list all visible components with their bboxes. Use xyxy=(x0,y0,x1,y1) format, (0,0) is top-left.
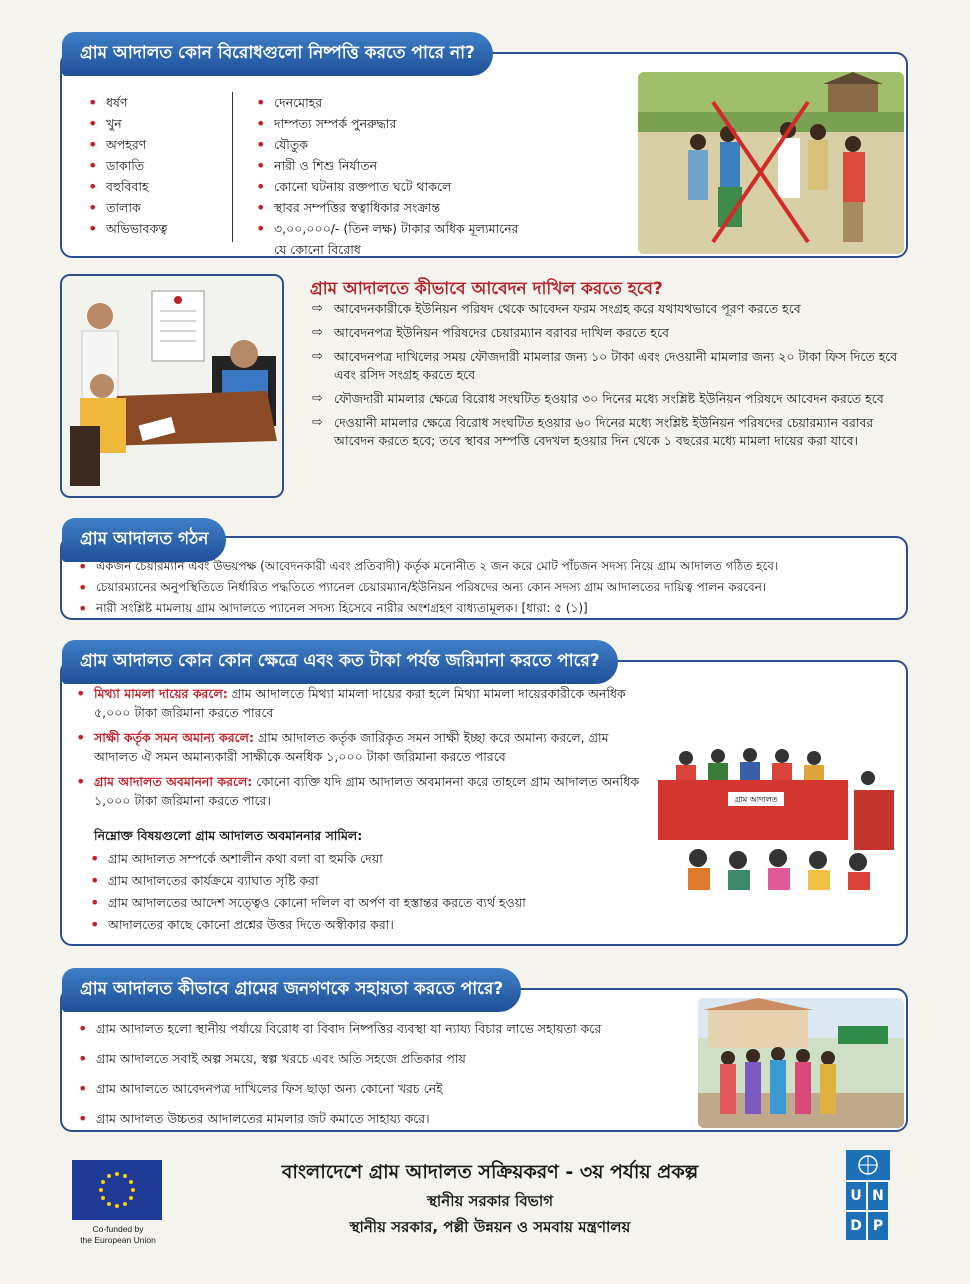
left-list xyxy=(84,92,224,239)
fine-item: • মিথ্যা মামলা দায়ের করলে: গ্রাম আদালতে মিথ্যা মামলা দায়ের করা হলে মিথ্যা মামলা দায়েরকারীকে অনধিক ৫,০০০ টাকা জরিমানা করতে পারবে xyxy=(72,684,652,722)
list-item: • চেয়ারম্যানের অনুপস্থিতিতে নির্ধারিত পদ্ধতিতে প্যানেল চেয়ারম্যান/ইউনিয়ন পরিষদের অন্য কোন সদস্য গ্রাম আদালতের দায়িত্ব পালন করবেন। xyxy=(74,577,900,598)
section-title: গ্রাম আদালত কীভাবে গ্রামের জনগণকে সহায়তা করতে পারে? xyxy=(62,968,521,1012)
list-item: • খুন xyxy=(84,113,224,134)
section-fines xyxy=(60,651,908,946)
fine-item: • গ্রাম আদালত অবমাননা করলে: কোনো ব্যক্তি যদি গ্রাম আদালত অবমাননা করে তাহলে গ্রাম আদালত অনধিক ১,০০০ টাকা জরিমানা করতে পারে। xyxy=(72,772,652,810)
help-list xyxy=(74,1014,694,1134)
arrow-icon: ⇨ xyxy=(312,325,323,340)
list-item: • স্থাবর সম্পত্তির স্বত্বাধিকার সংক্রান্ত xyxy=(252,197,532,218)
list-item: • গ্রাম আদালত হলো স্থানীয় পর্যায়ে বিরোধ বা বিবাদ নিষ্পত্তির ব্যবস্থা যা ন্যায্য বিচার লাভে সহায়তা করে xyxy=(74,1014,694,1044)
list-item: • গ্রাম আদালতে সবাই অল্প সময়ে, স্বল্প খরচে এবং অতি সহজে প্রতিকার পায় xyxy=(74,1044,694,1074)
list-item: • কোনো ঘটনায় রক্তপাত ঘটে থাকলে xyxy=(252,176,532,197)
formation-list xyxy=(74,556,900,619)
list-item: • নারী ও শিশু নির্যাতন xyxy=(252,155,532,176)
column-divider xyxy=(232,92,233,242)
un-emblem-icon xyxy=(846,1150,890,1180)
list-item: • তালাক xyxy=(84,197,224,218)
section-title: গ্রাম আদালত কোন কোন ক্ষেত্রে এবং কত টাকা পর্যন্ত জরিমানা করতে পারে? xyxy=(62,640,618,684)
list-item: • বহুবিবাহ xyxy=(84,176,224,197)
undp-letter: P xyxy=(868,1212,888,1240)
office-illustration xyxy=(60,274,284,498)
list-item: ⇨ আবেদনপত্র ইউনিয়ন পরিষদের চেয়ারম্যান বরাবর দাখিল করতে হবে xyxy=(312,325,669,340)
arrow-icon: ⇨ xyxy=(312,349,323,364)
list-item: ⇨ ফৌজদারী মামলার ক্ষেত্রে বিরোধ সংঘটিত হওয়ার ৩০ দিনের মধ্যে সংশ্লিষ্ট ইউনিয়ন পরিষদে আবেদন করতে হবে xyxy=(312,391,884,406)
list-item: ⇨ দেওয়ানী মামলার ক্ষেত্রে বিরোধ সংঘটিত হওয়ার ৬০ দিনের মধ্যে সংশ্লিষ্ট ইউনিয়ন পরিষদের চেয়ারম্যান বরাবর আবেদন করতে হবে; তবে স্থাবর সম্পত্তি বেদখল হওয়ার দিন থেকে ১ বছরের মধ্যে মামলা দায়ের করা যাবে। xyxy=(312,415,874,448)
section-title: গ্রাম আদালতে কীভাবে আবেদন দাখিল করতে হবে? xyxy=(310,279,663,299)
undp-letter: N xyxy=(868,1182,888,1210)
arrow-icon: ⇨ xyxy=(312,415,323,430)
list-item: • একজন চেয়ারম্যান এবং উভয়পক্ষ (আবেদনকারী এবং প্রতিবাদী) কর্তৃক মনোনীত ২ জন করে মোট পাঁচজন সদস্য নিয়ে গ্রাম আদালত গঠিত হবে। xyxy=(74,556,900,577)
eu-caption: Co-funded by the European Union xyxy=(80,1224,156,1245)
right-list xyxy=(252,92,532,260)
court-banner-text: গ্রাম আদালত xyxy=(734,795,778,804)
list-item: • গ্রাম আদালত সম্পর্কে অশালীন কথা বলা বা হুমকি দেয়া xyxy=(86,848,646,870)
undp-letter: D xyxy=(846,1212,866,1240)
villagers-illustration xyxy=(698,998,904,1128)
fight-illustration xyxy=(638,72,904,254)
section-title: গ্রাম আদালত কোন বিরোধগুলো নিষ্পত্তি করতে পারে না? xyxy=(62,32,493,76)
eu-logo xyxy=(72,1160,162,1220)
project-title: বাংলাদেশে গ্রাম আদালত সক্রিয়করণ - ৩য় পর্যায় প্রকল্প xyxy=(281,1161,699,1183)
list-item: • গ্রাম আদালতের আদেশ সত্ত্বেও কোনো দলিল বা অর্পণ বা হস্তান্তর করতে ব্যর্থ হওয়া xyxy=(86,892,646,914)
court-illustration xyxy=(658,740,902,890)
list-item: • যৌতুক xyxy=(252,134,532,155)
contempt-list xyxy=(86,848,646,936)
fine-item: • সাক্ষী কর্তৃক সমন অমান্য করলে: গ্রাম আদালত কর্তৃক জারিকৃত সমন সাক্ষী ইচ্ছা করে অমান্য করলে, গ্রাম আদালত ঐ সমন অমান্যকারী সাক্ষীকে অনধিক ১,০০০ টাকা জরিমানা করতে পারবে xyxy=(72,728,652,766)
list-item: • ধর্ষণ xyxy=(84,92,224,113)
section-formation xyxy=(60,529,908,620)
arrow-icon: ⇨ xyxy=(312,301,323,316)
division-name: স্থানীয় সরকার বিভাগ xyxy=(426,1192,554,1210)
list-item: • দাম্পত্য সম্পর্ক পুনরুদ্ধার xyxy=(252,113,532,134)
section-how-to-apply xyxy=(60,272,908,500)
list-item: • ৩,০০,০০০/- (তিন লক্ষ) টাকার অধিক মূল্যমানের যে কোনো বিরোধ xyxy=(252,218,532,260)
undp-logo xyxy=(846,1150,890,1250)
list-item: ⇨ আবেদনপত্র দাখিলের সময় ফৌজদারী মামলার জন্য ১০ টাকা এবং দেওয়ানী মামলার জন্য ২০ টাকা ফিস দিতে হবে এবং রসিদ সংগ্রহ করতে হবে xyxy=(312,349,898,382)
arrow-icon: ⇨ xyxy=(312,391,323,406)
list-item: • অপহরণ xyxy=(84,134,224,155)
section-title: গ্রাম আদালত গঠন xyxy=(62,518,226,562)
section-disputes-not-resolved xyxy=(60,43,908,258)
list-item: • গ্রাম আদালত উচ্চতর আদালতের মামলার জট কমাতে সাহায্য করে। xyxy=(74,1104,694,1134)
undp-letters xyxy=(846,1182,890,1240)
list-item: • গ্রাম আদালতে আবেদনপত্র দাখিলের ফিস ছাড়া অন্য কোনো খরচ নেই xyxy=(74,1074,694,1104)
list-item: • আদালতের কাছে কোনো প্রশ্নের উত্তর দিতে অস্বীকার করা। xyxy=(86,914,646,936)
fines-list xyxy=(72,684,652,816)
ministry-name: স্থানীয় সরকার, পল্লী উন্নয়ন ও সমবায় মন্ত্রণালয় xyxy=(349,1218,631,1236)
sub-heading: নিম্নোক্ত বিষয়গুলো গ্রাম আদালত অবমাননার সামিল: xyxy=(94,828,363,843)
list-item: • অভিভাবকত্ব xyxy=(84,218,224,239)
footer xyxy=(60,1150,908,1270)
apply-steps xyxy=(310,300,905,456)
undp-letter: U xyxy=(846,1182,866,1210)
list-item: • নারী সংশ্লিষ্ট মামলায় গ্রাম আদালতে প্যানেল সদস্য হিসেবে নারীর অংশগ্রহণ বাধ্যতামূলক। [ধারা: ৫ (১)] xyxy=(74,598,900,619)
list-item: • গ্রাম আদালতের কার্যক্রমে ব্যাঘাত সৃষ্টি করা xyxy=(86,870,646,892)
list-item: ⇨ আবেদনকারীকে ইউনিয়ন পরিষদ থেকে আবেদন ফরম সংগ্রহ করে যথাযথভাবে পূরণ করতে হবে xyxy=(312,301,801,316)
list-item: • দেনমোহর xyxy=(252,92,532,113)
section-how-helps xyxy=(60,979,908,1132)
list-item: • ডাকাতি xyxy=(84,155,224,176)
